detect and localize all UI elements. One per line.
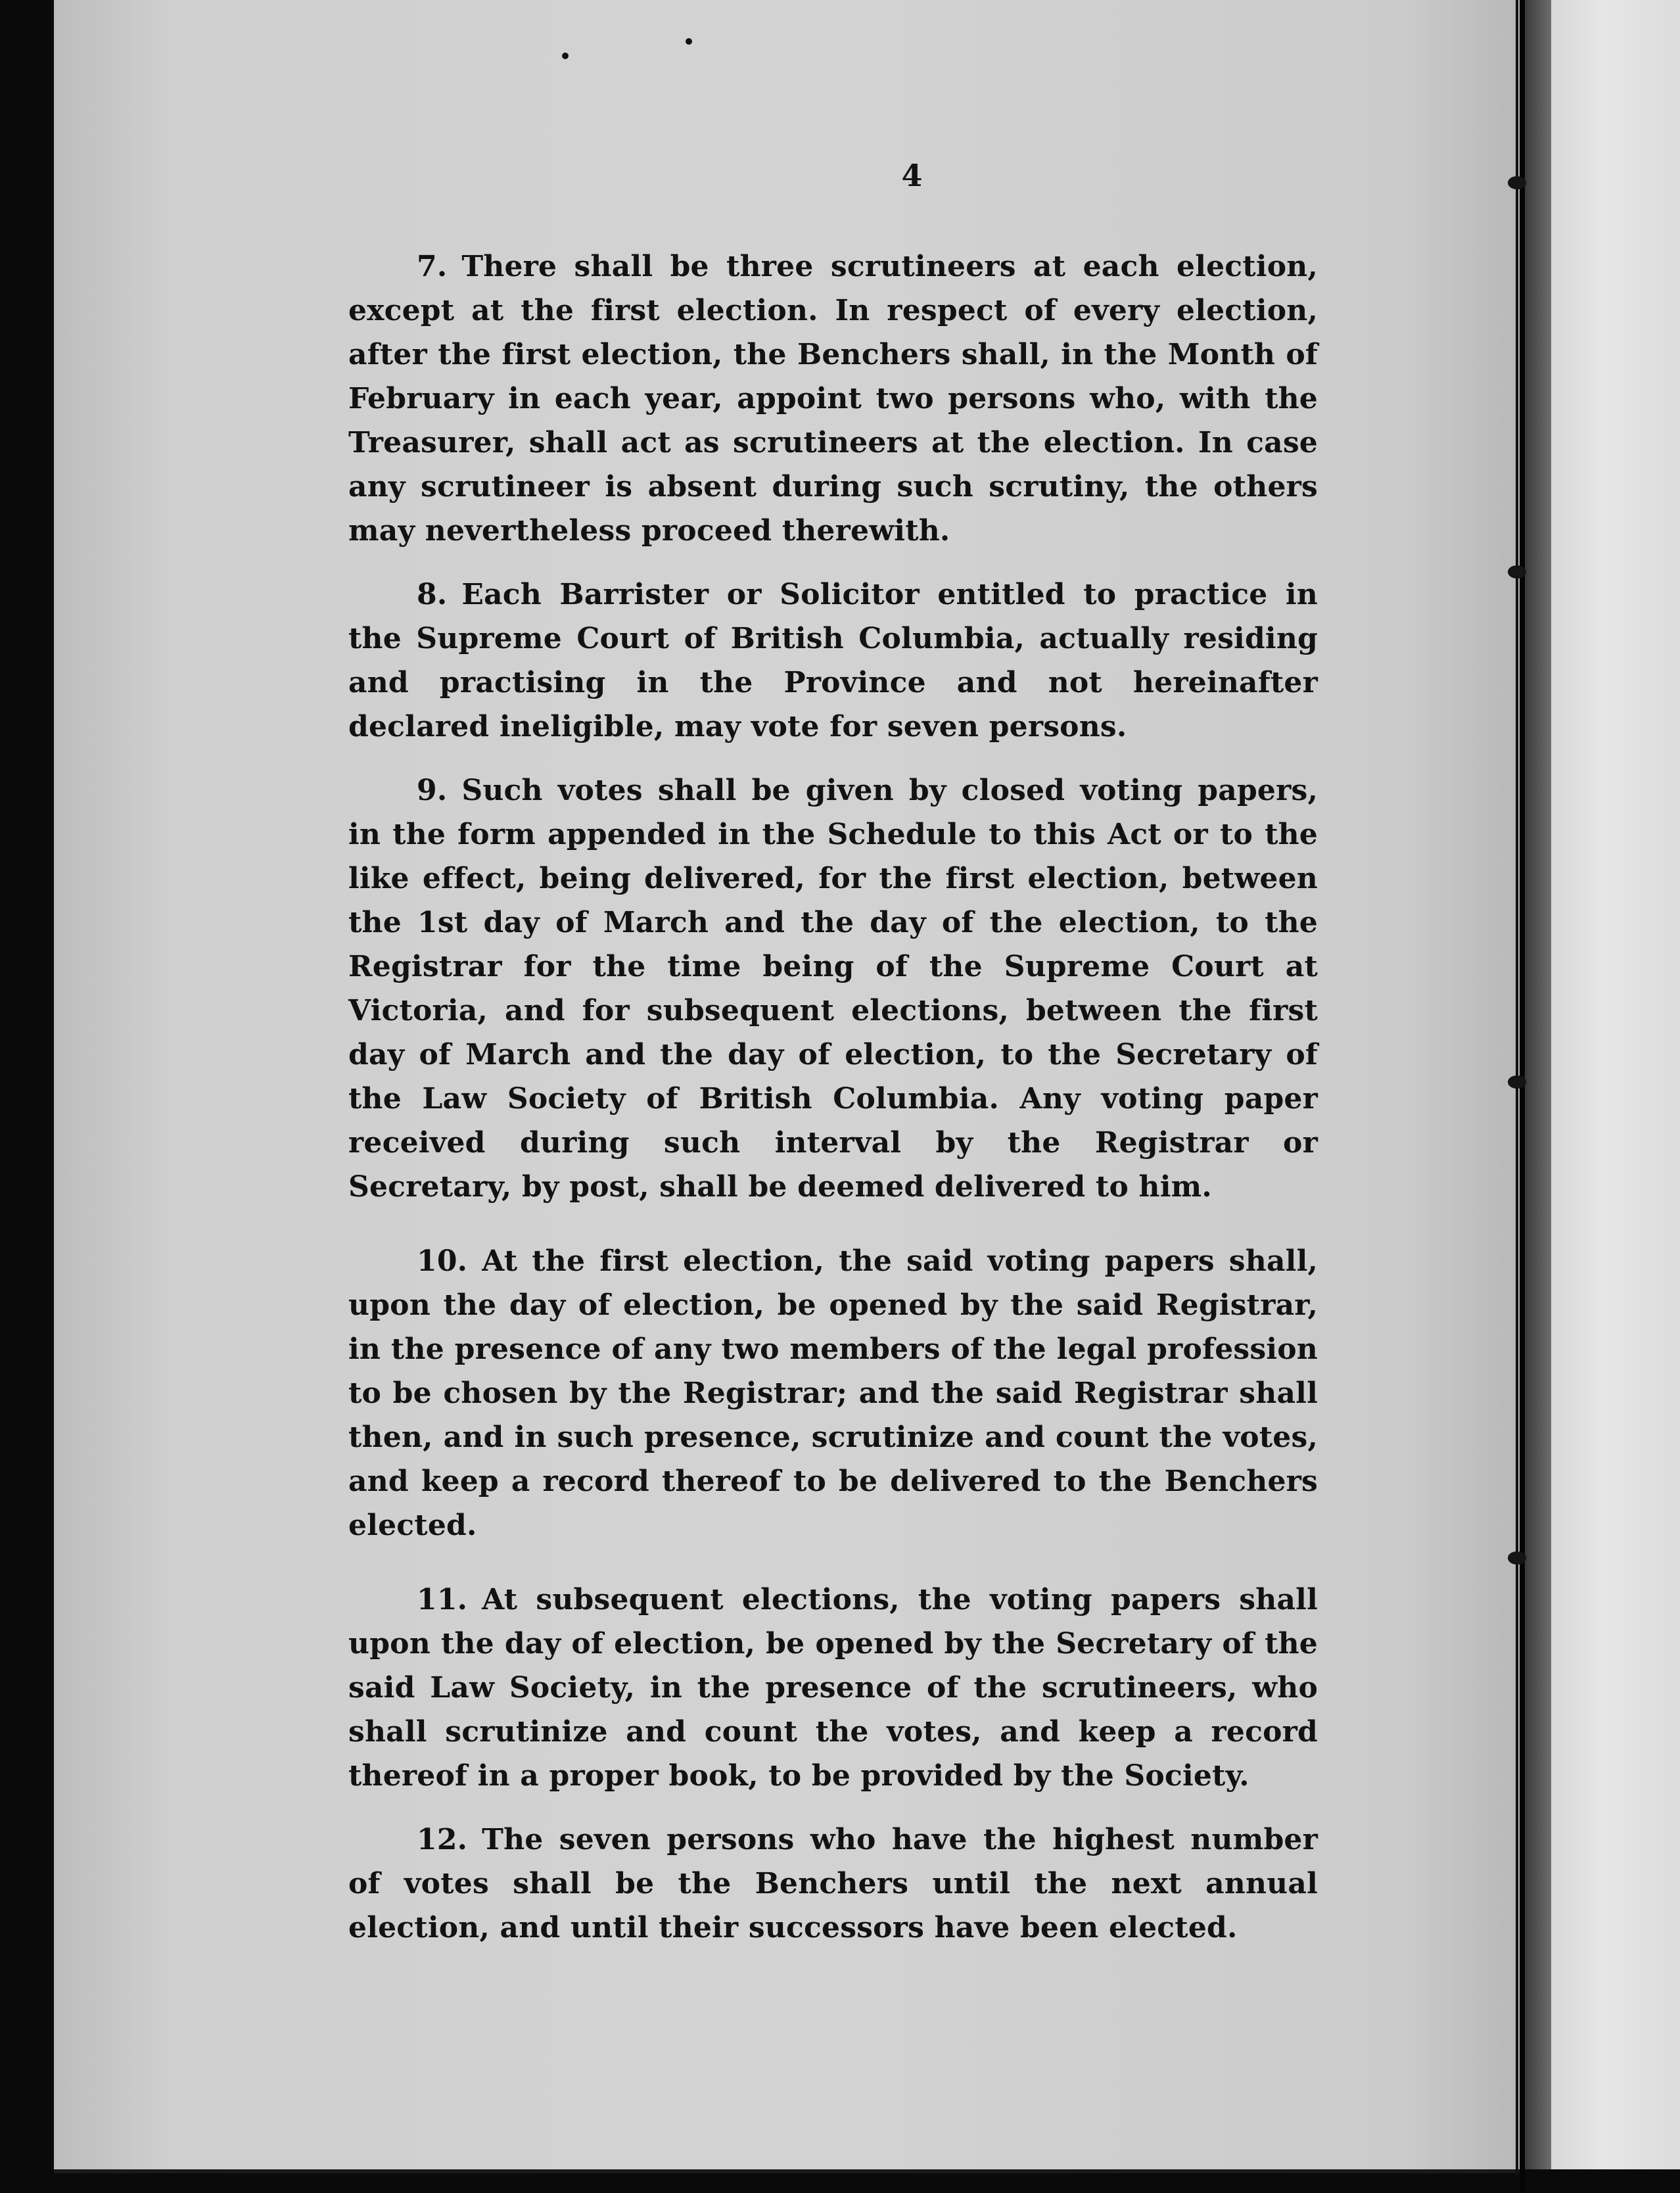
section-text: The seven persons who have the highest number of votes shall be the Benchers until the next annual election, and until their successors have been elected. (348, 1823, 1318, 1945)
section-paragraph-7 (348, 245, 1318, 553)
section-number: 9. (417, 774, 448, 807)
section-text: Such votes shall be given by closed voting papers, in the form appended in the Schedule to this Act or to the like effect, being delivered, for the first election, between the 1st day of March and the day of the election, to the Registrar for the time being of the Supreme Court at Victoria, and for subsequent elections, between the first day of March and the day of election, to the Secretary of the Law Society of British Columbia. Any voting paper received during such interval by the Registrar or Secretary, by post, shall be deemed delivered to him. (348, 774, 1318, 1204)
section-number: 8. (417, 578, 448, 611)
adjacent-page-edge (1551, 0, 1680, 2169)
ink-speck (686, 38, 692, 45)
page-gutter (1520, 0, 1525, 2193)
section-paragraph-10 (348, 1239, 1318, 1547)
section-number: 7. (417, 250, 448, 283)
section-text: Each Barrister or Solicitor entitled to practice in the Supreme Court of British Columbia, actually residing and practising in the Province and not hereinafter declared ineligible, may vote for seven persons. (348, 578, 1318, 743)
section-text: There shall be three scrutineers at each election, except at the first election. In respect of every election, after the first election, the Benchers shall, in the Month of February in each year, appoint two persons who, with the Treasurer, shall act as scrutineers at the election. In case any scrutineer is absent during such scrutiny, the others may nevertheless proceed therewith. (348, 250, 1318, 548)
section-paragraph-8 (348, 573, 1318, 749)
ink-speck (562, 53, 569, 59)
binding-stitch (1508, 1075, 1526, 1089)
section-number: 12. (417, 1823, 468, 1856)
section-number: 11. (417, 1583, 468, 1616)
page-edge-shadow (1525, 0, 1551, 2169)
section-paragraph-12 (348, 1818, 1318, 1950)
binding-stitch (1508, 565, 1526, 578)
section-text: At subsequent elections, the voting papers shall upon the day of election, be opened by the Secretary of the said Law Society, in the presence of the scrutineers, who shall scrutinize and count the votes, and keep a record thereof in a proper book, to be provided by the Society. (348, 1583, 1318, 1793)
section-number: 10. (417, 1244, 468, 1278)
section-text: At the first election, the said voting papers shall, upon the day of election, be opened by the said Registrar, in the presence of any two members of the legal profession to be chosen by the Registrar; and the said Registrar shall then, and in such presence, scrutinize and count the votes, and keep a record thereof to be delivered to the Benchers elected. (348, 1244, 1318, 1542)
binding-stitch (1508, 1551, 1526, 1565)
binding-stitch (1508, 176, 1526, 189)
page-number: 4 (901, 158, 923, 193)
document-body (348, 158, 1318, 1968)
section-paragraph-9 (348, 768, 1318, 1209)
section-paragraph-11 (348, 1578, 1318, 1798)
